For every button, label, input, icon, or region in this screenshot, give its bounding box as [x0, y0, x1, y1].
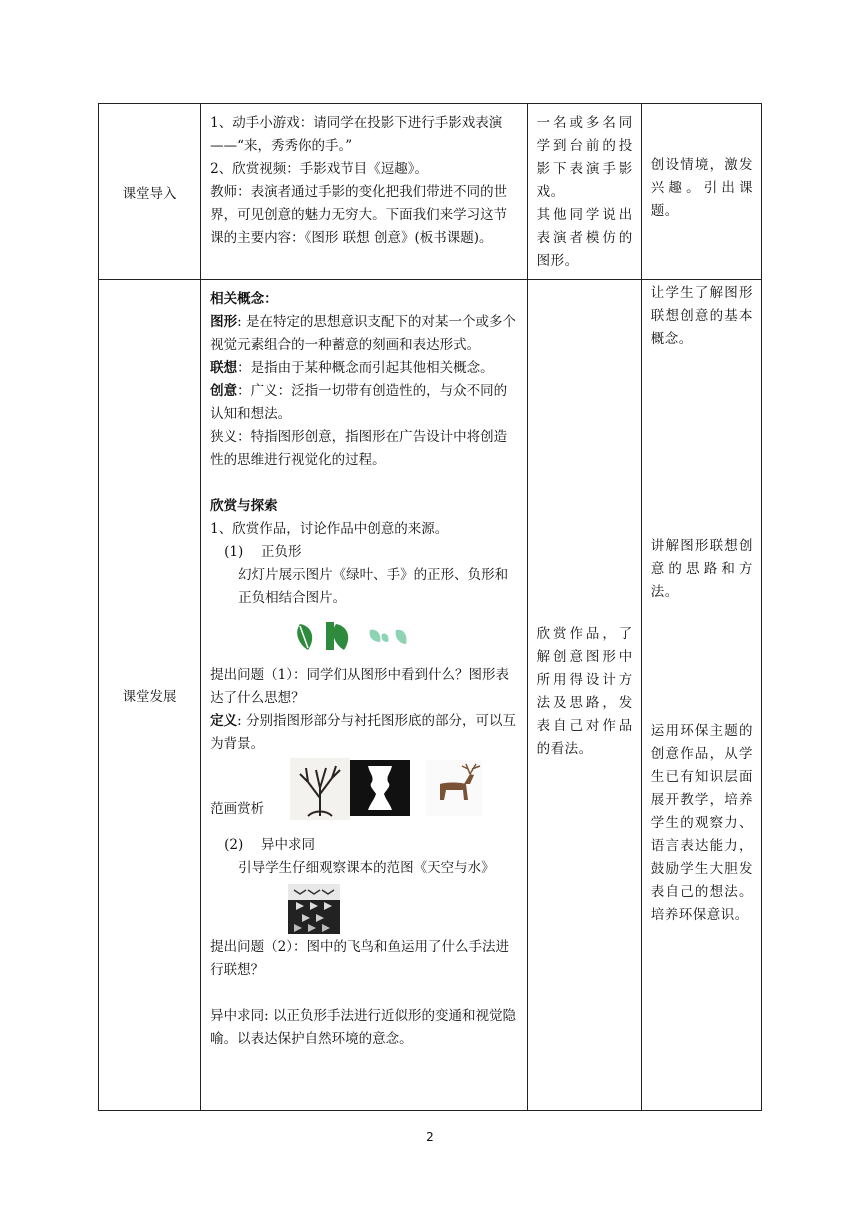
tree-image: [290, 758, 350, 820]
subsection-positive-negative: (1) 正负形: [224, 544, 302, 560]
student-activity-2: 其他同学说出表演者模仿的图形。: [536, 207, 633, 269]
subsection-find-common: (2) 异中求同: [224, 837, 316, 853]
intent-concepts: 让学生了解图形 联想创意的基本概念。: [650, 285, 753, 347]
sky-water-image-row: [210, 880, 518, 936]
table-row-intro: [99, 104, 762, 280]
student-activity-1: 一名或多名同学到台前的投影下表演手影戏。: [536, 115, 633, 200]
slide-description: 幻灯片展示图片《绿叶、手》的正形、负形和正负相结合图片。: [238, 567, 509, 606]
stage-cell-intro: [99, 104, 201, 280]
find-common-definition: 异中求同: 以正负形手法进行近似形的变通和视觉隐喻。以表达保护自然环境的意念。: [210, 1008, 516, 1047]
student-cell-develop: [527, 280, 641, 1111]
explore-heading: 欣赏与探索: [210, 498, 278, 514]
intro-teacher: 教师：表演者通过手影的变化把我们带进不同的世界，可见创意的魅力无穷大。下面我们来学习这节课的主要内容：《图形 联想 创意》(板书课题)。: [210, 184, 508, 246]
narrow-definition: 狭义：特指图形创意，指图形在广告设计中将创造性的思维进行视觉化的过程。: [210, 429, 508, 468]
deer-image: [426, 760, 482, 816]
intent-text: 创设情境，激发兴趣。引出课题。: [650, 157, 753, 219]
student-cell-intro: [527, 104, 641, 280]
question-2: 提出问题（2）：图中的飞鸟和鱼运用了什么手法进行联想？: [210, 939, 509, 978]
table-row-develop: [99, 280, 762, 1111]
intro-item-2: 2、欣赏视频：手影戏节目《逗趣》。: [210, 161, 428, 177]
content-cell-intro: [201, 104, 527, 280]
vase-faces-image: [350, 760, 410, 816]
creativity-definition: 创意：广义：泛指一切带有创造性的，与众不同的认知和想法。: [210, 383, 508, 422]
content-cell-develop: [201, 280, 527, 1111]
association-definition: 联想：是指由于某种概念而引起其他相关概念。: [210, 360, 494, 376]
explore-item-1: 1、欣赏作品，讨论作品中创意的来源。: [210, 521, 449, 537]
lesson-plan-table: [98, 103, 762, 1111]
intent-cell-develop: [641, 280, 761, 1111]
sky-and-water-image: [288, 884, 340, 934]
page-number: 2: [426, 1130, 434, 1144]
stage-label: 课堂发展: [122, 689, 177, 705]
question-1: 提出问题（1）：同学们从图形中看到什么？图形表达了什么思想？: [210, 667, 509, 706]
graphic-definition: 图形: 是在特定的思想意识支配下的对某一个或多个视觉元素组合的一种蓄意的刻画和表达形式。: [210, 314, 516, 353]
stage-label: 课堂导入: [122, 185, 177, 202]
intent-cell-intro: [641, 104, 761, 280]
intent-environment: 运用环保主题的创意作品，从学生已有知识层面展开教学，培养学生的观察力、语言表达能力，鼓励学生大胆发表自己的想法。培养环保意识。: [650, 723, 753, 923]
leaf-hand-image: [290, 616, 430, 656]
sample-label: 范画赏析: [210, 801, 265, 817]
guide-observation: 引导学生仔细观察课本的范图《天空与水》: [238, 860, 495, 876]
intent-method: 讲解图形联想创意的思路和方法。: [650, 538, 753, 600]
sample-images-row: [210, 756, 518, 822]
student-activity-develop: 欣赏作品，了解创意图形中所用得设计方法及思路，发表自己对作品的看法。: [536, 626, 633, 757]
leaf-images: [210, 610, 518, 664]
intro-item-1: 1、动手小游戏：请同学在投影下进行手影戏表演——“来，秀秀你的手。”: [210, 115, 503, 154]
concepts-heading: 相关概念：: [210, 291, 278, 307]
figure-ground-definition: 定义: 分别指图形部分与衬托图形底的部分，可以互为背景。: [210, 713, 516, 752]
stage-cell-develop: [99, 280, 201, 1111]
